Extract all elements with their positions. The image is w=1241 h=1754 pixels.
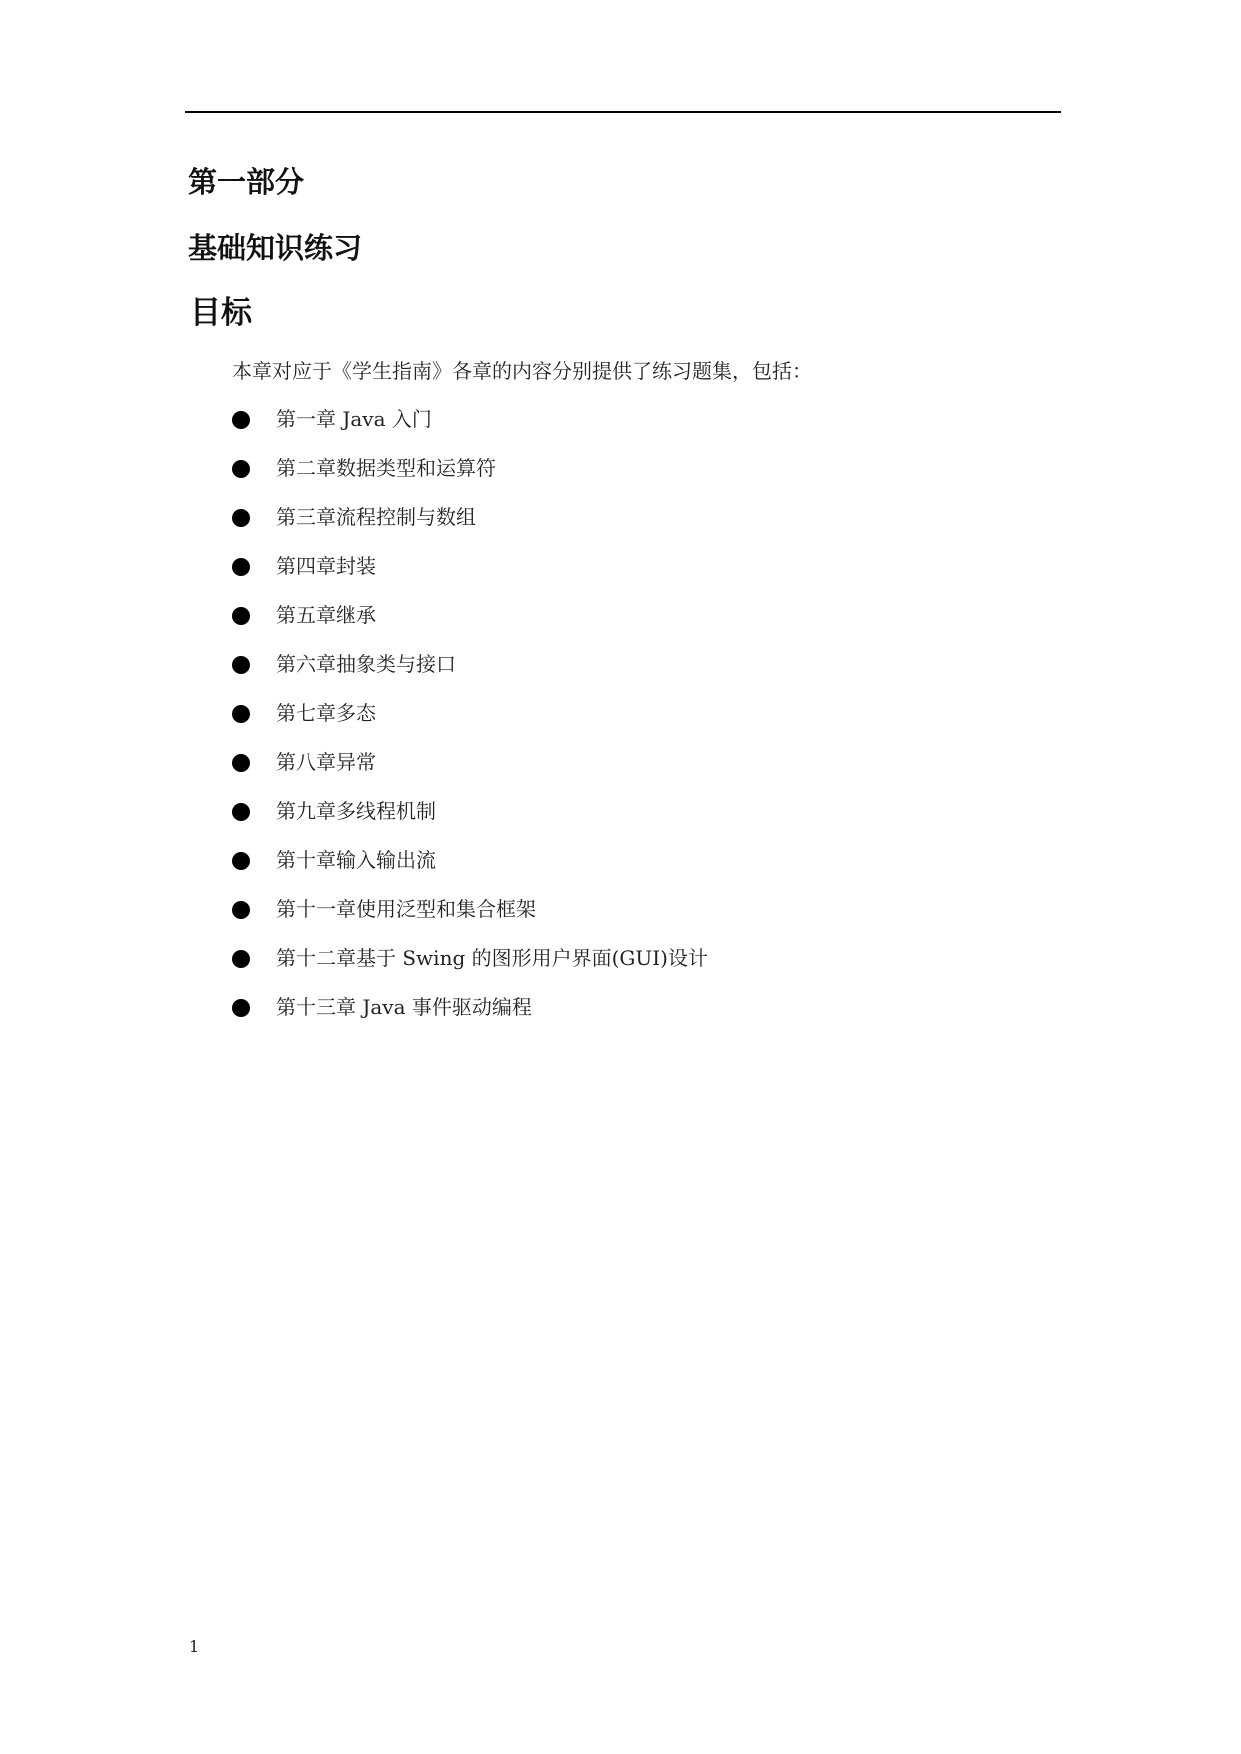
bullet-icon (232, 803, 250, 821)
chapter-item (232, 796, 708, 845)
bullet-icon (232, 705, 250, 723)
chapter-label: 第八章异常 (276, 750, 376, 774)
chapter-label: 第二章数据类型和运算符 (276, 456, 496, 480)
part-title: 第一部分 (188, 165, 305, 199)
bullet-icon (232, 901, 250, 919)
chapter-label: 第五章继承 (276, 603, 376, 627)
chapter-item (232, 992, 708, 1041)
chapter-item (232, 502, 708, 551)
bullet-icon (232, 411, 250, 429)
chapter-label: 第十二章基于 Swing 的图形用户界面(GUI)设计 (276, 946, 708, 970)
goal-title: 目标 (190, 295, 252, 331)
chapter-label: 第三章流程控制与数组 (276, 505, 476, 529)
chapter-label: 第六章抽象类与接口 (276, 652, 456, 676)
bullet-icon (232, 558, 250, 576)
intro-paragraph: 本章对应于《学生指南》各章的内容分别提供了练习题集，包括： (232, 359, 812, 383)
chapter-label: 第四章封装 (276, 554, 376, 578)
chapter-item (232, 943, 708, 992)
chapter-item (232, 845, 708, 894)
chapter-item (232, 894, 708, 943)
bullet-icon (232, 460, 250, 478)
chapter-label: 第十三章 Java 事件驱动编程 (276, 995, 532, 1019)
chapter-item (232, 404, 708, 453)
chapter-label: 第九章多线程机制 (276, 799, 436, 823)
chapter-list (232, 404, 708, 1041)
bullet-icon (232, 607, 250, 625)
header-rule (185, 111, 1061, 113)
bullet-icon (232, 656, 250, 674)
bullet-icon (232, 754, 250, 772)
chapter-label: 第十章输入输出流 (276, 848, 436, 872)
chapter-item (232, 649, 708, 698)
chapter-item (232, 453, 708, 502)
bullet-icon (232, 999, 250, 1017)
page-number: 1 (189, 1637, 200, 1656)
chapter-label: 第七章多态 (276, 701, 376, 725)
bullet-icon (232, 950, 250, 968)
chapter-item (232, 600, 708, 649)
chapter-item (232, 747, 708, 796)
bullet-icon (232, 509, 250, 527)
chapter-label: 第一章 Java 入门 (276, 407, 432, 431)
chapter-item (232, 551, 708, 600)
bullet-icon (232, 852, 250, 870)
chapter-label: 第十一章使用泛型和集合框架 (276, 897, 536, 921)
section-title: 基础知识练习 (188, 231, 363, 265)
chapter-item (232, 698, 708, 747)
